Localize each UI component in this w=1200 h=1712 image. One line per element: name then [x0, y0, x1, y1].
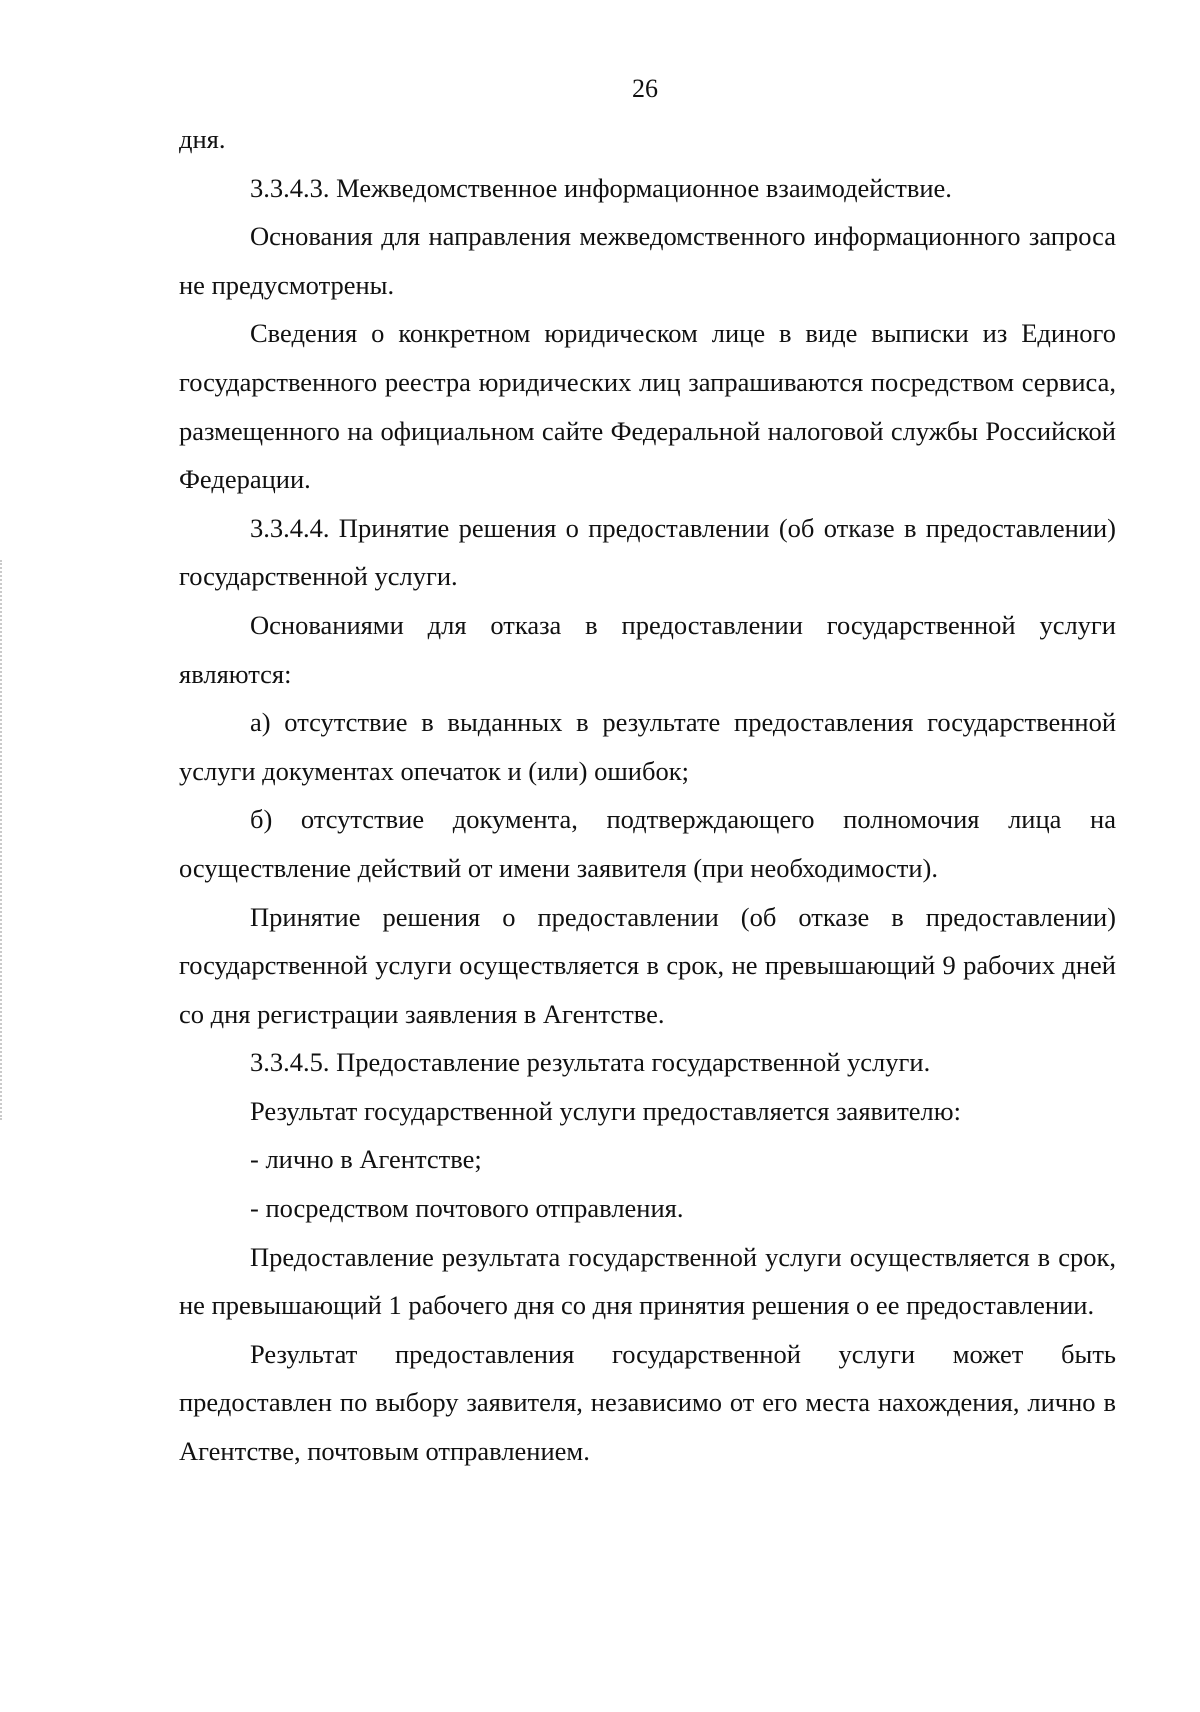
section-heading-3-3-4-3: 3.3.4.3. Межведомственное информационное взаимодействие.	[250, 172, 952, 203]
paragraph: Сведения о конкретном юридическом лице в виде выписки из Единого государственного реестра юридических лиц запрашиваются посредством сервиса, размещенного на официальном сайте Федеральной налоговой службы Российской Федерации.	[179, 318, 1116, 495]
scan-edge-marks	[0, 560, 5, 1120]
paragraph: Основаниями для отказа в предоставлении государственной услуги являются:	[179, 609, 1116, 689]
document-body	[179, 115, 1116, 1476]
paragraph: Предоставление результата государственной услуги осуществляется в срок, не превышающий 1 рабочего дня со дня принятия решения о ее предоставлении.	[179, 1241, 1116, 1321]
section-heading-3-3-4-5: 3.3.4.5. Предоставление результата государственной услуги.	[250, 1047, 931, 1078]
paragraph: Результат государственной услуги предоставляется заявителю:	[250, 1095, 961, 1126]
list-item-a: а) отсутствие в выданных в результате предоставления государственной услуги документах опечаток и (или) ошибок;	[179, 707, 1116, 786]
list-item-dash: - посредством почтового отправления.	[250, 1193, 684, 1224]
section-heading-3-3-4-4: 3.3.4.4. Принятие решения о предоставлении (об отказе в предоставлении) государственной услуги.	[179, 512, 1116, 592]
paragraph: Основания для направления межведомственного информационного запроса не предусмотрены.	[179, 221, 1116, 300]
list-item-dash: - лично в Агентстве;	[250, 1144, 482, 1175]
paragraph: Результат предоставления государственной услуги может быть предоставлен по выбору заявителя, независимо от его места нахождения, лично в Агентстве, почтовым отправлением.	[179, 1338, 1116, 1467]
page-number: 26	[632, 74, 658, 103]
paragraph: Принятие решения о предоставлении (об отказе в предоставлении) государственной услуги осуществляется в срок, не превышающий 9 рабочих дней со дня регистрации заявления в Агентстве.	[179, 901, 1116, 1029]
paragraph-continuation: дня.	[179, 124, 226, 154]
list-item-b: б) отсутствие документа, подтверждающего полномочия лица на осуществление действий от имени заявителя (при необходимости).	[179, 804, 1116, 883]
